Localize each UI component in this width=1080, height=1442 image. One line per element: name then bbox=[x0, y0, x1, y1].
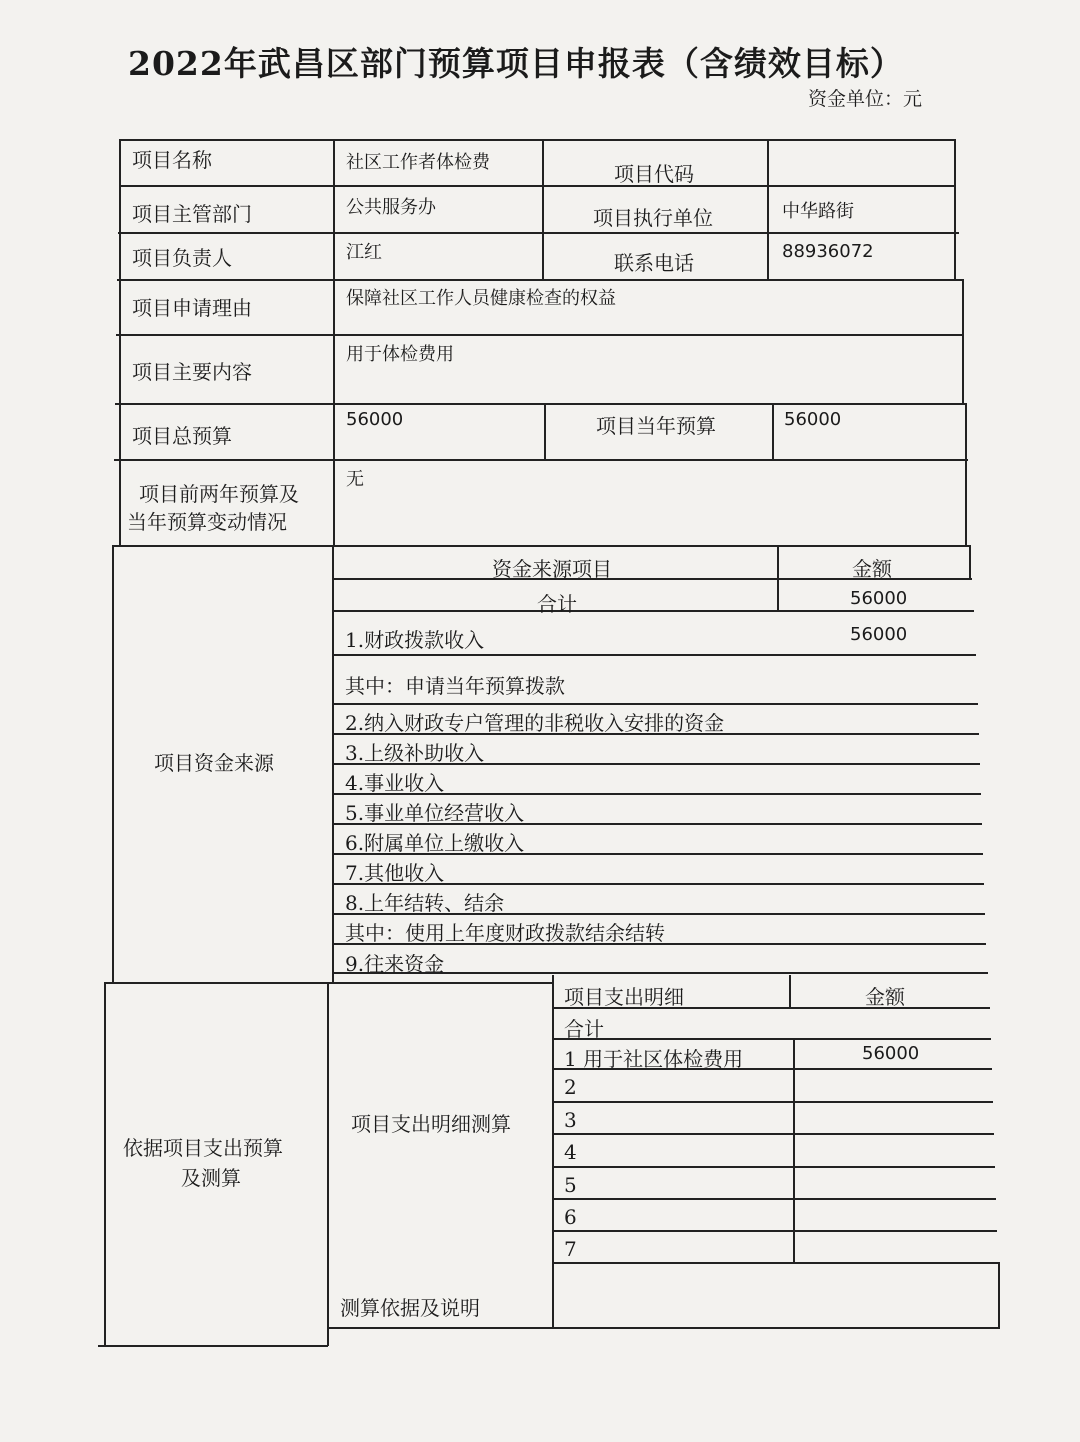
rule bbox=[115, 403, 967, 405]
project-code-label: 项目代码 bbox=[614, 162, 694, 186]
page-title: 2022年武昌区部门预算项目申报表（含绩效目标） bbox=[128, 44, 904, 83]
expense-row: 4 bbox=[564, 1140, 577, 1164]
rule bbox=[542, 139, 544, 279]
prev-budget-label-1: 项目前两年预算及 bbox=[139, 482, 299, 506]
currency-unit: 资金单位：元 bbox=[808, 88, 923, 110]
rule bbox=[554, 1262, 999, 1264]
rule bbox=[121, 139, 954, 141]
funding-row-total: 合计 bbox=[537, 592, 577, 616]
rule bbox=[334, 703, 978, 705]
funding-col-amount: 金额 bbox=[852, 557, 892, 581]
funding-row: 9.往来资金 bbox=[345, 952, 445, 976]
rule bbox=[334, 610, 974, 612]
rule bbox=[112, 545, 114, 982]
rule bbox=[328, 1327, 1000, 1329]
dept-value: 公共服务办 bbox=[346, 197, 436, 218]
basis-label: 测算依据及说明 bbox=[340, 1296, 480, 1320]
funding-row: 2.纳入财政专户管理的非税收入安排的资金 bbox=[345, 711, 725, 735]
total-budget-label: 项目总预算 bbox=[132, 424, 232, 448]
funding-row: 其中：申请当年预算拨款 bbox=[345, 674, 565, 698]
year-budget-label: 项目当年预算 bbox=[596, 414, 716, 438]
reason-label: 项目申请理由 bbox=[132, 296, 252, 320]
rule bbox=[118, 232, 959, 234]
rule bbox=[954, 139, 956, 279]
rule bbox=[119, 185, 956, 187]
expense-section-label-2: 及测算 bbox=[181, 1166, 241, 1190]
project-name-label: 项目名称 bbox=[132, 148, 212, 172]
rule bbox=[327, 982, 329, 1346]
total-budget-value: 56000 bbox=[346, 409, 404, 430]
exec-unit-label: 项目执行单位 bbox=[593, 206, 713, 230]
rule bbox=[116, 334, 964, 336]
expense-row-total: 合计 bbox=[564, 1017, 604, 1041]
expense-detail-label: 项目支出明细测算 bbox=[351, 1112, 511, 1136]
rule bbox=[117, 279, 962, 281]
rule bbox=[554, 1198, 996, 1200]
expense-section-label-1: 依据项目支出预算 bbox=[123, 1136, 283, 1160]
rule bbox=[767, 139, 769, 279]
rule bbox=[334, 654, 976, 656]
rule bbox=[544, 403, 546, 459]
rule bbox=[105, 982, 553, 984]
expense-row: 3 bbox=[564, 1108, 577, 1132]
funding-row: 3.上级补助收入 bbox=[345, 741, 485, 765]
project-name-value: 社区工作者体检费 bbox=[346, 152, 490, 173]
expense-row: 6 bbox=[564, 1205, 577, 1229]
expense-row-amount: 56000 bbox=[862, 1043, 920, 1064]
expense-row: 7 bbox=[564, 1237, 577, 1261]
rule bbox=[119, 139, 121, 545]
funding-row: 7.其他收入 bbox=[345, 861, 445, 885]
expense-row: 5 bbox=[564, 1173, 577, 1197]
rule bbox=[962, 279, 964, 403]
rule bbox=[554, 1230, 997, 1232]
rule bbox=[333, 139, 335, 545]
rule bbox=[554, 1166, 995, 1168]
content-label: 项目主要内容 bbox=[132, 360, 252, 384]
rule bbox=[793, 1040, 795, 1262]
rule bbox=[969, 545, 971, 578]
expense-col-amount: 金额 bbox=[865, 985, 905, 1009]
funding-row-amount: 56000 bbox=[850, 624, 908, 645]
rule bbox=[554, 1101, 993, 1103]
funding-row: 5.事业单位经营收入 bbox=[345, 801, 525, 825]
rule bbox=[554, 1133, 994, 1135]
prev-budget-label-2: 当年预算变动情况 bbox=[127, 510, 287, 534]
reason-value: 保障社区工作人员健康检查的权益 bbox=[346, 288, 616, 309]
funding-row: 6.附属单位上缴收入 bbox=[345, 831, 525, 855]
funding-row: 8.上年结转、结余 bbox=[345, 891, 505, 915]
funding-row: 4.事业收入 bbox=[345, 771, 445, 795]
content-value: 用于体检费用 bbox=[346, 344, 454, 365]
expense-row: 1 用于社区体检费用 bbox=[564, 1047, 744, 1071]
leader-label: 项目负责人 bbox=[132, 246, 232, 270]
rule bbox=[965, 403, 967, 545]
rule bbox=[789, 975, 791, 1007]
rule bbox=[104, 982, 106, 1346]
prev-budget-value: 无 bbox=[346, 469, 364, 490]
rule bbox=[112, 545, 970, 547]
year-budget-value: 56000 bbox=[784, 409, 842, 430]
leader-value: 江红 bbox=[346, 242, 382, 263]
rule bbox=[552, 975, 554, 1327]
dept-label: 项目主管部门 bbox=[132, 202, 252, 226]
funding-row: 其中：使用上年度财政拨款结余结转 bbox=[345, 921, 665, 945]
exec-unit-value: 中华路街 bbox=[782, 201, 854, 222]
funding-row: 1.财政拨款收入 bbox=[345, 628, 485, 652]
funding-section-label: 项目资金来源 bbox=[154, 751, 274, 775]
funding-col-item: 资金来源项目 bbox=[492, 557, 612, 581]
rule bbox=[114, 459, 968, 461]
phone-value: 88936072 bbox=[782, 241, 874, 262]
rule bbox=[998, 1262, 1000, 1328]
expense-col-item: 项目支出明细 bbox=[564, 985, 684, 1009]
funding-row-total-amount: 56000 bbox=[850, 588, 908, 609]
rule bbox=[98, 1345, 328, 1347]
expense-row: 2 bbox=[564, 1075, 577, 1099]
phone-label: 联系电话 bbox=[614, 251, 694, 275]
rule bbox=[554, 1038, 991, 1040]
rule bbox=[772, 403, 774, 459]
